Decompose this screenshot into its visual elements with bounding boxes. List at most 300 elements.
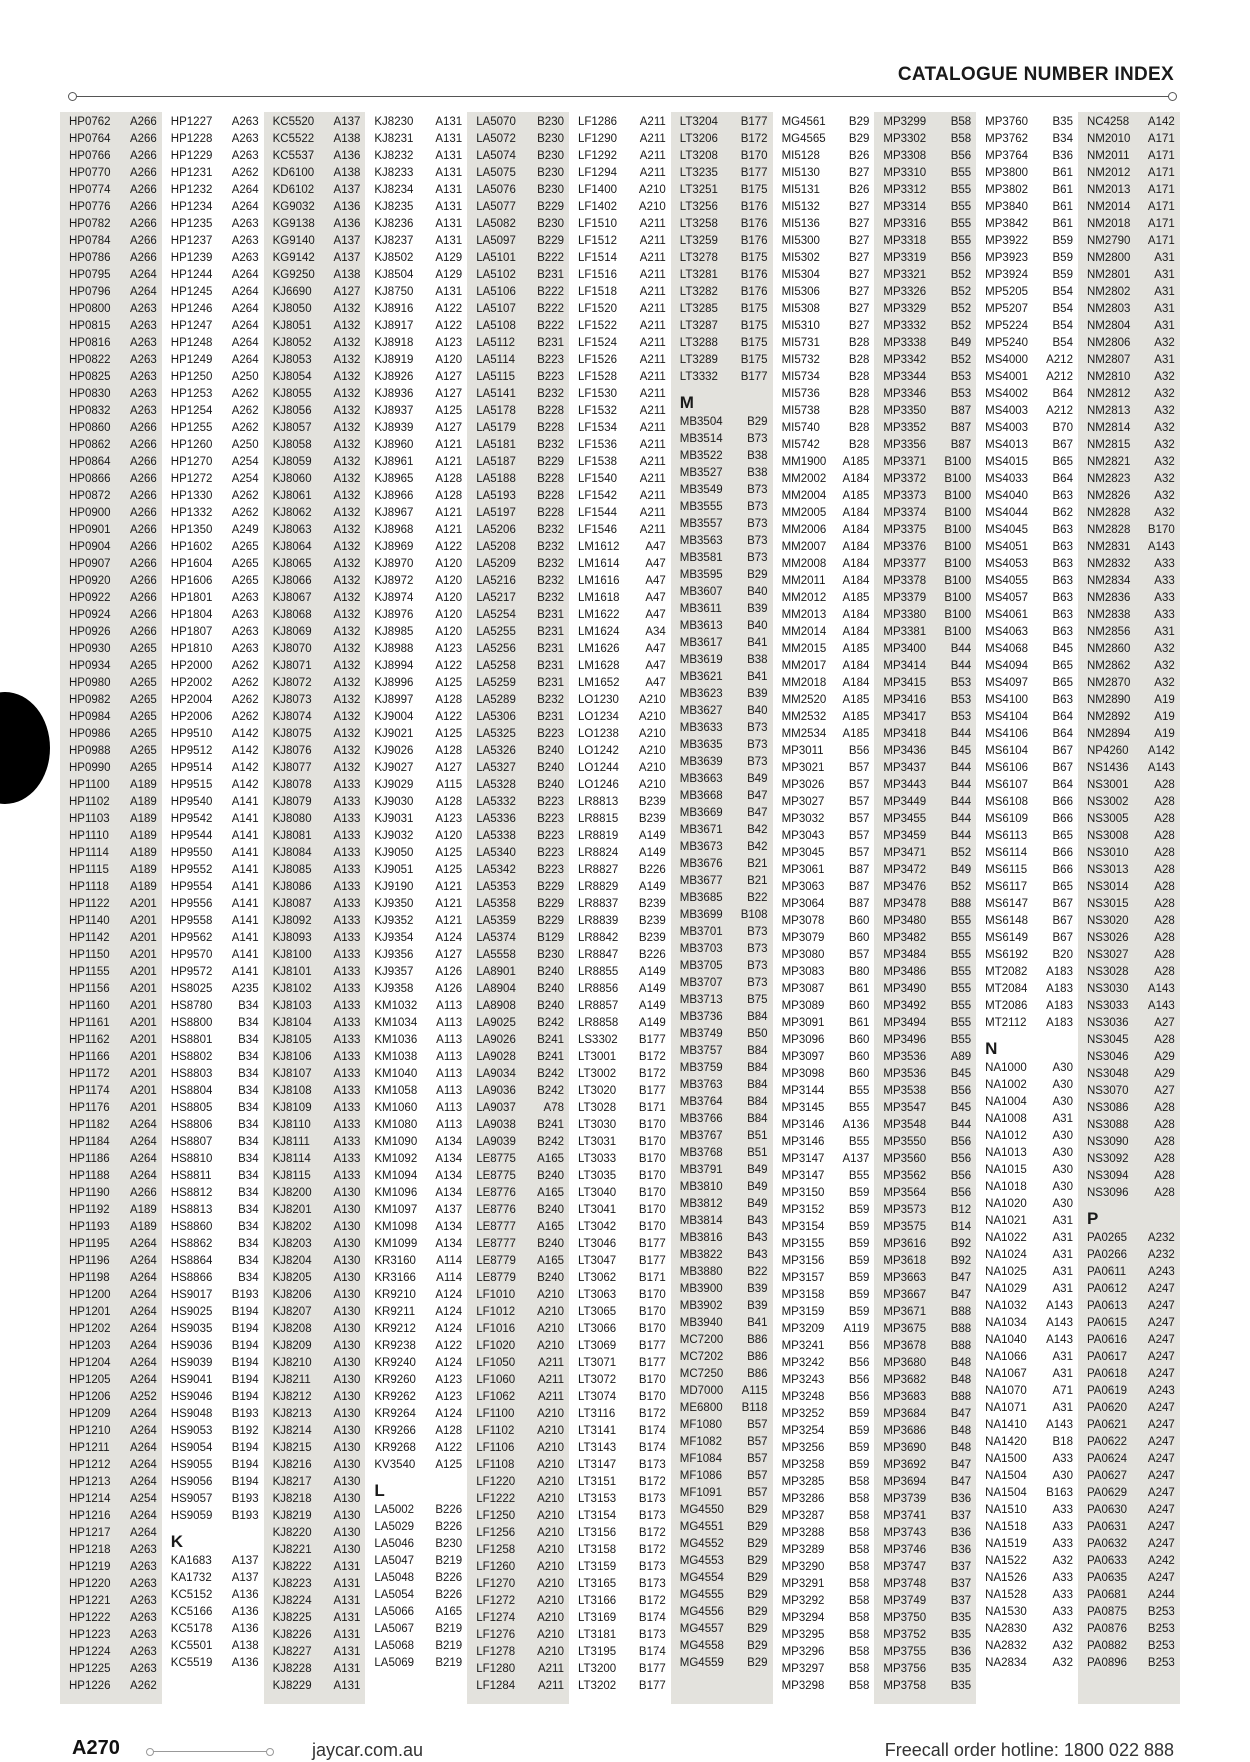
page-reference: B53 (950, 694, 972, 706)
catalogue-number: KJ9357 (374, 966, 414, 978)
index-entry (569, 488, 671, 505)
index-entry (1078, 165, 1180, 182)
catalogue-number: MG4550 (679, 1504, 724, 1516)
index-entry (467, 386, 569, 403)
index-entry (365, 233, 467, 250)
catalogue-number: KJ8224 (272, 1595, 312, 1607)
catalogue-number: MP3417 (883, 711, 927, 723)
catalogue-number: MG4551 (679, 1521, 724, 1533)
page-reference: A265 (129, 711, 157, 723)
index-entry (467, 114, 569, 131)
catalogue-number: HP1255 (170, 422, 213, 434)
index-entry (773, 488, 875, 505)
page-reference: B40 (747, 586, 768, 598)
page-reference: B57 (747, 1487, 768, 1499)
page-reference: B73 (747, 926, 768, 938)
index-entry (264, 352, 366, 369)
catalogue-number: LO1242 (577, 745, 619, 757)
page-reference: A141 (231, 847, 259, 859)
index-entry (773, 1457, 875, 1474)
page-reference: A210 (537, 1289, 564, 1301)
index-entry (976, 1213, 1078, 1230)
index-entry (264, 947, 366, 964)
page-reference: A125 (435, 847, 463, 859)
page-reference: A262 (231, 388, 259, 400)
index-entry (773, 913, 875, 930)
index-entry (569, 522, 671, 539)
index-entry (162, 1304, 264, 1321)
index-entry (162, 947, 264, 964)
index-entry (773, 267, 875, 284)
page-reference: A266 (129, 201, 157, 213)
catalogue-number: KM1038 (374, 1051, 418, 1063)
page-reference: B173 (638, 1561, 666, 1573)
catalogue-number: KC5522 (272, 133, 315, 145)
catalogue-number: NM2790 (1086, 235, 1131, 247)
index-entry (162, 318, 264, 335)
index-entry (467, 1117, 569, 1134)
index-entry (976, 1349, 1078, 1366)
page-reference: B53 (950, 371, 972, 383)
catalogue-number: HS9048 (170, 1408, 213, 1420)
page-reference: A142 (1147, 745, 1175, 757)
page-reference: B58 (848, 1561, 870, 1573)
catalogue-number: HP1162 (69, 1034, 110, 1046)
catalogue-number: HP1235 (170, 218, 213, 230)
catalogue-number: LT3066 (577, 1323, 617, 1335)
index-entry (671, 165, 773, 182)
index-entry (1078, 1247, 1180, 1264)
catalogue-number: LF1016 (476, 1323, 516, 1335)
page-reference: A211 (639, 116, 666, 128)
page-reference: B66 (1052, 796, 1073, 808)
page-reference: B194 (231, 1357, 259, 1369)
catalogue-number: KJ8226 (272, 1629, 312, 1641)
index-entry (671, 924, 773, 941)
catalogue-number: HP1172 (69, 1068, 110, 1080)
catalogue-number: LA5340 (476, 847, 516, 859)
index-entry (60, 1117, 162, 1134)
index-entry (976, 862, 1078, 879)
page-reference: A123 (435, 337, 463, 349)
page-reference: A31 (1154, 252, 1175, 264)
page-reference: B193 (231, 1408, 259, 1420)
page-reference: A133 (333, 779, 361, 791)
page-reference: A114 (436, 1272, 463, 1284)
page-reference: B55 (950, 966, 972, 978)
page-reference: A185 (842, 728, 870, 740)
page-reference: B240 (537, 762, 564, 774)
catalogue-number: PA0633 (1086, 1555, 1128, 1567)
index-entry (264, 233, 366, 250)
page-reference: B70 (1052, 422, 1073, 434)
index-entry (773, 930, 875, 947)
catalogue-number: NM2823 (1086, 473, 1131, 485)
page-reference: A123 (435, 813, 463, 825)
page-reference: B194 (231, 1459, 259, 1471)
page-reference: A210 (638, 711, 666, 723)
page-reference: A134 (435, 1221, 463, 1233)
index-entry (671, 1094, 773, 1111)
page-reference: B241 (537, 1051, 564, 1063)
page-reference: B175 (740, 303, 768, 315)
catalogue-number: MP3332 (883, 320, 927, 332)
catalogue-number: KJ8200 (272, 1187, 312, 1199)
page-reference: B92 (950, 1238, 972, 1250)
page-reference: A113 (436, 1085, 463, 1097)
catalogue-number: LT3281 (679, 269, 718, 281)
catalogue-number: LF1520 (577, 303, 617, 315)
index-entry (874, 1219, 976, 1236)
page-reference: A28 (1154, 779, 1175, 791)
catalogue-number: MP5224 (985, 320, 1029, 332)
catalogue-number: HP0764 (69, 133, 111, 145)
index-entry (874, 1049, 976, 1066)
index-entry (162, 726, 264, 743)
index-entry (976, 114, 1078, 131)
index-entry (365, 301, 467, 318)
page-reference: A27 (1154, 1085, 1175, 1097)
catalogue-number: MB3749 (679, 1028, 723, 1040)
catalogue-number: HP1239 (170, 252, 213, 264)
page-reference: A165 (537, 1221, 564, 1233)
catalogue-number: MI5740 (781, 422, 820, 434)
index-entry (874, 199, 976, 216)
catalogue-number: KJ8053 (272, 354, 312, 366)
catalogue-number: NC4258 (1086, 116, 1130, 128)
catalogue-number: KJ8086 (272, 881, 312, 893)
page-reference: B34 (238, 1085, 259, 1097)
website-link[interactable]: jaycar.com.au (312, 1740, 424, 1760)
page-reference: A130 (333, 1306, 361, 1318)
catalogue-number: MP3449 (883, 796, 927, 808)
index-entry (874, 1627, 976, 1644)
page-reference: A115 (436, 779, 463, 791)
page-reference: A149 (638, 881, 666, 893)
catalogue-number: MP3484 (883, 949, 927, 961)
page-reference: A266 (129, 507, 157, 519)
index-entry (365, 1185, 467, 1202)
catalogue-number: HP9562 (170, 932, 213, 944)
page-reference: A132 (333, 337, 361, 349)
catalogue-number: MB3791 (679, 1164, 723, 1176)
index-entry (671, 1230, 773, 1247)
catalogue-number: KJ8974 (374, 592, 414, 604)
page-reference: A247 (1147, 1283, 1175, 1295)
catalogue-number: MP3319 (883, 252, 927, 264)
page-reference: B170 (638, 1153, 666, 1165)
page-reference: B228 (537, 473, 564, 485)
page-reference: B62 (1052, 507, 1073, 519)
page-reference: A264 (129, 1459, 157, 1471)
page-reference: A136 (333, 150, 361, 162)
index-entry (60, 879, 162, 896)
page-reference: B64 (1052, 473, 1073, 485)
catalogue-number: KJ9356 (374, 949, 414, 961)
catalogue-number: HS9039 (170, 1357, 213, 1369)
index-entry (60, 1236, 162, 1253)
catalogue-number: KJ8051 (272, 320, 312, 332)
catalogue-number: MP3746 (883, 1544, 927, 1556)
catalogue-number: LF1518 (577, 286, 617, 298)
index-entry (365, 437, 467, 454)
index-entry (264, 1219, 366, 1236)
index-entry (60, 1678, 162, 1695)
catalogue-number: LT3153 (577, 1493, 617, 1505)
catalogue-number: MS6114 (985, 847, 1028, 859)
page-reference: A120 (435, 558, 463, 570)
index-entry (162, 1066, 264, 1083)
page-reference: B57 (848, 813, 870, 825)
index-entry (976, 607, 1078, 624)
page-reference: A32 (1154, 405, 1175, 417)
page-reference: B194 (231, 1374, 259, 1386)
catalogue-number: LF1108 (476, 1459, 515, 1471)
index-entry (467, 1287, 569, 1304)
page-reference: A130 (333, 1238, 361, 1250)
page-reference: B56 (950, 252, 972, 264)
page-reference: B57 (848, 779, 870, 791)
page-reference: B28 (848, 371, 870, 383)
catalogue-number: KJ8213 (272, 1408, 312, 1420)
page-reference: A264 (231, 320, 259, 332)
catalogue-number: MB3812 (679, 1198, 723, 1210)
page-reference: B63 (1052, 558, 1073, 570)
catalogue-number: LA5066 (374, 1606, 415, 1618)
index-entry (467, 1457, 569, 1474)
catalogue-number: LM1624 (577, 626, 620, 638)
index-entry (60, 250, 162, 267)
page-reference: A122 (435, 1442, 463, 1454)
page-reference: A28 (1154, 813, 1175, 825)
catalogue-number: LA5336 (476, 813, 516, 825)
index-entry (264, 1321, 366, 1338)
page-reference: A265 (129, 745, 157, 757)
page-reference: A130 (333, 1204, 361, 1216)
index-entry (1078, 709, 1180, 726)
page-reference: B47 (950, 1408, 972, 1420)
page-reference: B64 (1052, 728, 1073, 740)
page-reference: B45 (950, 745, 972, 757)
index-entry (569, 1372, 671, 1389)
catalogue-number: MP3764 (985, 150, 1029, 162)
index-entry (1078, 352, 1180, 369)
catalogue-number: KJ8994 (374, 660, 414, 672)
page-reference: B253 (1147, 1657, 1175, 1669)
index-entry (874, 794, 976, 811)
page-reference: A130 (333, 1476, 361, 1488)
index-entry (874, 1066, 976, 1083)
index-entry (1078, 454, 1180, 471)
page-reference: B34 (238, 1187, 259, 1199)
page-reference: B222 (537, 252, 564, 264)
page-reference: A113 (436, 1034, 463, 1046)
index-entry (467, 1355, 569, 1372)
catalogue-number: LA5047 (374, 1555, 415, 1567)
index-entry (264, 182, 366, 199)
index-entry (874, 828, 976, 845)
catalogue-number: MG4557 (679, 1623, 724, 1635)
catalogue-number: NA1526 (985, 1572, 1027, 1584)
index-entry (1078, 1485, 1180, 1502)
index-entry (264, 1661, 366, 1678)
index-entry (467, 777, 569, 794)
page-reference: B170 (638, 1170, 666, 1182)
catalogue-number: KJ8926 (374, 371, 414, 383)
catalogue-number: HS8805 (170, 1102, 213, 1114)
page-reference: A137 (333, 184, 361, 196)
index-entry (162, 454, 264, 471)
page-reference: B48 (950, 1374, 972, 1386)
index-entry (671, 822, 773, 839)
catalogue-number: MP3064 (781, 898, 825, 910)
page-reference: A210 (638, 779, 666, 791)
catalogue-number: MS4053 (985, 558, 1029, 570)
index-entry (976, 828, 1078, 845)
catalogue-number: LE8779 (476, 1272, 516, 1284)
index-entry (874, 1474, 976, 1491)
page-reference: B100 (944, 456, 972, 468)
index-entry (671, 1655, 773, 1672)
index-entry (569, 998, 671, 1015)
index-entry (162, 624, 264, 641)
page-reference: B176 (740, 269, 768, 281)
index-entry (874, 216, 976, 233)
catalogue-number: MP3482 (883, 932, 927, 944)
page-title: CATALOGUE NUMBER INDEX (897, 64, 1174, 85)
page-reference: A133 (333, 898, 361, 910)
page-reference: B228 (537, 507, 564, 519)
page-reference: A211 (639, 490, 666, 502)
page-reference: B34 (238, 1102, 259, 1114)
index-entry (162, 1032, 264, 1049)
page-reference: B47 (950, 1459, 972, 1471)
catalogue-number: KJ8108 (272, 1085, 312, 1097)
page-reference: A131 (333, 1680, 361, 1692)
page-reference: A33 (1052, 1589, 1073, 1601)
page-reference: B67 (1052, 439, 1073, 451)
catalogue-number: LO1238 (577, 728, 619, 740)
catalogue-number: PA0630 (1086, 1504, 1128, 1516)
index-entry (773, 794, 875, 811)
page-reference: A130 (333, 1323, 361, 1335)
page-reference: B59 (1052, 235, 1073, 247)
catalogue-number: LT3256 (679, 201, 718, 213)
catalogue-number: LA5114 (476, 354, 515, 366)
catalogue-number: HP1218 (69, 1544, 111, 1556)
page-reference: B170 (638, 1119, 666, 1131)
index-entry (162, 709, 264, 726)
catalogue-number: MP3494 (883, 1017, 927, 1029)
catalogue-number: KA1683 (170, 1555, 212, 1567)
page-reference: B49 (747, 773, 768, 785)
catalogue-number: KJ8075 (272, 728, 312, 740)
index-entry (264, 454, 366, 471)
index-entry (60, 267, 162, 284)
catalogue-number: PA0616 (1086, 1334, 1128, 1346)
catalogue-number: MI5302 (781, 252, 820, 264)
index-entry (467, 1219, 569, 1236)
catalogue-number: HP0822 (69, 354, 111, 366)
index-entry (264, 1015, 366, 1032)
catalogue-number: MB3713 (679, 994, 723, 1006)
index-entry (874, 1593, 976, 1610)
page-reference: A28 (1154, 1170, 1175, 1182)
page-reference: A124 (435, 932, 463, 944)
index-entry (365, 1536, 467, 1553)
catalogue-number: KM1099 (374, 1238, 418, 1250)
index-entry (264, 828, 366, 845)
catalogue-number: MS4097 (985, 677, 1029, 689)
page-reference: A28 (1154, 847, 1175, 859)
catalogue-number: LF1020 (476, 1340, 516, 1352)
page-reference: A130 (333, 1289, 361, 1301)
page-reference: A130 (333, 1255, 361, 1267)
index-entry (60, 301, 162, 318)
page-reference: A264 (129, 1527, 157, 1539)
catalogue-number: HP9570 (170, 949, 213, 961)
index-entry (874, 1372, 976, 1389)
catalogue-number: KJ8967 (374, 507, 414, 519)
catalogue-number: LA9028 (476, 1051, 516, 1063)
index-entry (264, 590, 366, 607)
page-reference: B73 (747, 756, 768, 768)
page-reference: A32 (1052, 1555, 1073, 1567)
catalogue-number: MP3739 (883, 1493, 927, 1505)
catalogue-number: LT3069 (577, 1340, 617, 1352)
page-reference: B48 (950, 1442, 972, 1454)
page-reference: A132 (333, 541, 361, 553)
page-reference: B226 (435, 1589, 463, 1601)
catalogue-number: MP3083 (781, 966, 825, 978)
catalogue-number: LR8857 (577, 1000, 619, 1012)
index-entry (874, 981, 976, 998)
index-entry (264, 658, 366, 675)
index-entry (467, 403, 569, 420)
index-entry (467, 1083, 569, 1100)
catalogue-number: HP0986 (69, 728, 111, 740)
catalogue-number: KJ8206 (272, 1289, 312, 1301)
index-entry (264, 794, 366, 811)
catalogue-number: MP3291 (781, 1578, 825, 1590)
catalogue-number: MP3692 (883, 1459, 927, 1471)
page-reference: A113 (436, 1000, 463, 1012)
index-entry (671, 465, 773, 482)
page-reference: A232 (1147, 1249, 1175, 1261)
catalogue-number: KR3166 (374, 1272, 416, 1284)
index-entry (976, 1604, 1078, 1621)
catalogue-number: LA5107 (476, 303, 516, 315)
index-entry (874, 471, 976, 488)
catalogue-number: HP1202 (69, 1323, 111, 1335)
page-reference: A143 (1046, 1317, 1073, 1329)
catalogue-number: MP3096 (781, 1034, 825, 1046)
page-reference: B44 (950, 796, 972, 808)
page-reference: A31 (1154, 626, 1175, 638)
index-entry (569, 1406, 671, 1423)
catalogue-number: MS4044 (985, 507, 1029, 519)
catalogue-number: KJ8061 (272, 490, 312, 502)
catalogue-number: MB3581 (679, 552, 723, 564)
page-reference: A266 (129, 524, 157, 536)
page-reference: A211 (639, 150, 666, 162)
index-entry (264, 709, 366, 726)
page-reference: B59 (848, 1187, 870, 1199)
page-reference: B57 (747, 1436, 768, 1448)
catalogue-number: MP3694 (883, 1476, 927, 1488)
page-reference: A143 (1147, 983, 1175, 995)
index-entry (1078, 131, 1180, 148)
